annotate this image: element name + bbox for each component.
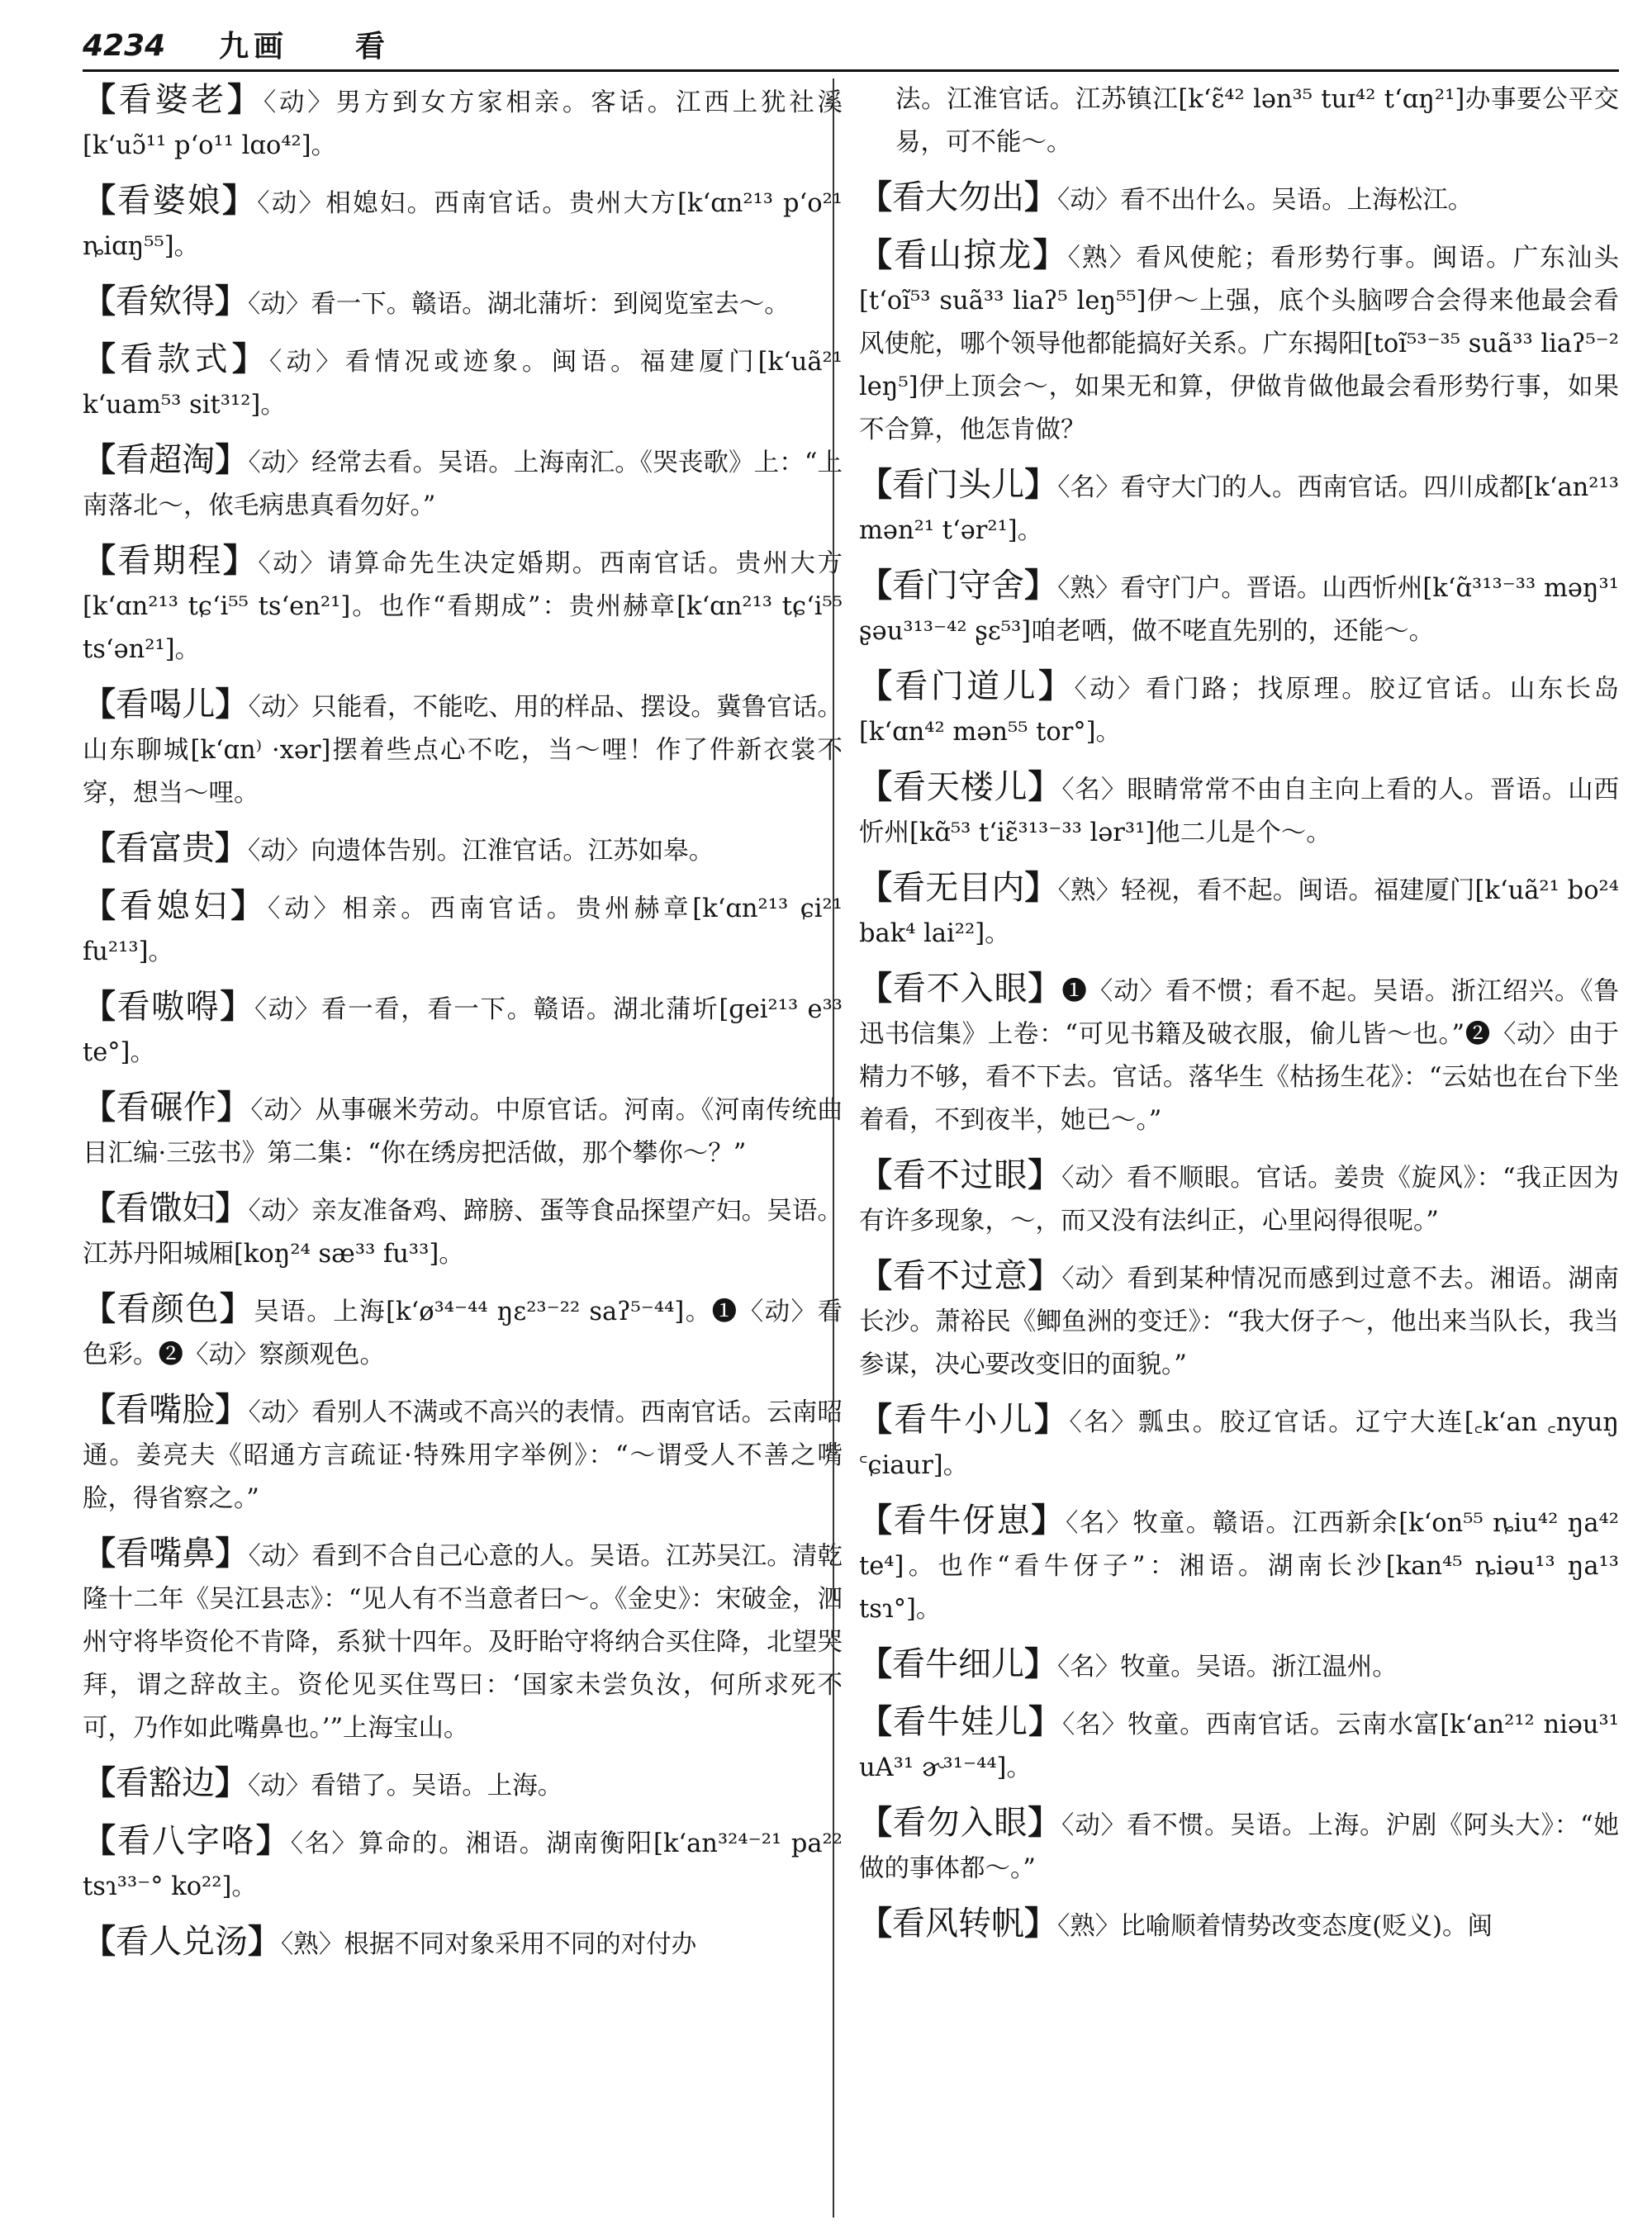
- headword-open-bracket: 【: [859, 566, 893, 605]
- headword-close-bracket: 】: [1034, 1400, 1070, 1439]
- headword-text: 看婆老: [118, 81, 228, 119]
- headword-close-bracket: 】: [215, 1534, 249, 1573]
- headword-open-bracket: 【: [83, 1922, 116, 1961]
- entry-headword: [859, 1804, 1061, 1842]
- dictionary-entry: [859, 766, 1619, 855]
- headword-text: 看喝儿: [116, 686, 216, 724]
- entry-definition: 〈动〉看一看，看一下。赣语。湖北蒲圻[ɡei²¹³ e³³ te°]。: [83, 995, 843, 1067]
- headword-text: 看牛娃儿: [893, 1703, 1028, 1741]
- headword-close-bracket: 】: [215, 685, 249, 724]
- entry-definition: ❶〈动〉看不惯；看不起。吴语。浙江绍兴。《鲁迅书信集》上卷：“可见书籍及破衣服，偷儿皆～也。”❷〈动〉由于精力不够，看不下去。官话。落华生《枯扬生花》：“云姑也在台下坐着看，不到夜半，她已～。”: [859, 977, 1619, 1135]
- entry-headword: [83, 441, 249, 479]
- headword-close-bracket: 】: [222, 181, 258, 220]
- headword-close-bracket: 】: [1028, 1155, 1062, 1194]
- dictionary-entry: [859, 1801, 1619, 1891]
- headword-close-bracket: 】: [1031, 1501, 1066, 1540]
- dictionary-entry: [859, 1154, 1619, 1243]
- headword-close-bracket: 】: [220, 987, 254, 1026]
- headword-text: 看豁边: [116, 1764, 215, 1802]
- header-rule: [83, 69, 1619, 72]
- dictionary-entry: [83, 985, 843, 1075]
- headword-open-bracket: 【: [859, 1501, 894, 1540]
- right-column: [859, 78, 1619, 2226]
- headword-text: 看嘴脸: [116, 1391, 216, 1429]
- headword-text: 看天楼儿: [892, 768, 1028, 806]
- headword-text: 看期程: [117, 542, 223, 580]
- headword-text: 看款式: [120, 340, 232, 378]
- headword-text: 看馓妇: [116, 1189, 216, 1227]
- dictionary-entry: [83, 885, 843, 974]
- headword-text: 看嗷嘚: [116, 988, 221, 1026]
- dictionary-entry: [83, 683, 843, 815]
- headword-text: 看不入眼: [892, 970, 1028, 1008]
- entry-headword: [83, 542, 258, 580]
- entry-headword: [83, 887, 268, 925]
- headword-close-bracket: 】: [1028, 767, 1062, 806]
- entry-definition: 〈名〉算命的。湘语。湖南衡阳[k‘an³²⁴⁻²¹ pa²² tsɿ³³⁻° ko²²]。: [83, 1829, 843, 1901]
- headword-close-bracket: 】: [1024, 178, 1057, 216]
- headword-open-bracket: 【: [83, 1821, 117, 1860]
- entry-definition: 吴语。上海[k‘ø³⁴⁻⁴⁴ ŋɛ²³⁻²² saʔ⁵⁻⁴⁴]。❶〈动〉看色彩。❷〈动〉察颜观色。: [83, 1298, 843, 1369]
- headword-close-bracket: 】: [1024, 1904, 1057, 1943]
- dictionary-entry: [83, 539, 843, 671]
- headword-text: 看牛小儿: [894, 1401, 1035, 1439]
- headword-open-bracket: 【: [859, 1904, 892, 1943]
- headword-open-bracket: 【: [83, 1289, 117, 1328]
- headword-open-bracket: 【: [859, 1400, 895, 1439]
- page-header: [83, 21, 1619, 71]
- dictionary-entry: [83, 1187, 843, 1276]
- entry-headword: [83, 1535, 249, 1573]
- headword-close-bracket: 】: [1024, 465, 1058, 504]
- headword-open-bracket: 【: [83, 1189, 116, 1227]
- dictionary-entry: [83, 1086, 843, 1175]
- page-number: 4234: [83, 29, 166, 63]
- headword-open-bracket: 【: [859, 235, 895, 274]
- dictionary-entry: [83, 827, 843, 873]
- headword-open-bracket: 【: [859, 1702, 893, 1741]
- entry-headword: [859, 1645, 1057, 1683]
- entry-headword: [83, 829, 248, 867]
- entry-headword: [859, 1502, 1066, 1540]
- headword-close-bracket: 】: [1024, 868, 1058, 907]
- headword-close-bracket: 】: [1028, 969, 1062, 1008]
- headword-open-bracket: 【: [859, 868, 893, 907]
- dictionary-entry: [83, 280, 843, 326]
- headword-open-bracket: 【: [859, 1644, 892, 1683]
- entry-headword: [83, 1290, 254, 1328]
- entry-definition: 〈动〉看情况或迹象。闽语。福建厦门[k‘uã²¹ k‘uam⁵³ sit³¹²]。: [83, 348, 843, 420]
- headword-text: 看不过意: [892, 1257, 1028, 1295]
- entry-definition: 〈动〉只能看，不能吃、用的样品、摆设。冀鲁官话。山东聊城[k‘ɑn⁾ ·xər]摆着些点心不吃，当～哩！作了件新衣裳不穿，想当～哩。: [83, 693, 843, 808]
- entry-definition: 〈熟〉根据不同对象采用不同的对付办: [281, 1930, 697, 1959]
- entry-definition: 〈动〉看一下。赣语。湖北蒲圻：到阅览室去～。: [248, 290, 790, 319]
- headword-text: 看人兑汤: [116, 1923, 248, 1961]
- headword-open-bracket: 【: [83, 1763, 116, 1802]
- entry-headword: [83, 340, 269, 378]
- entry-headword: [83, 1391, 249, 1429]
- entry-definition: 〈名〉瓢虫。胶辽官话。辽宁大连[꜀k‘an ꜀nyuŋ ꜂ɕiaur]。: [859, 1408, 1619, 1480]
- headword-close-bracket: 】: [216, 1088, 251, 1127]
- entry-headword: [83, 988, 254, 1026]
- dictionary-entry: [859, 1701, 1619, 1790]
- dictionary-entry: [859, 967, 1619, 1142]
- headword-open-bracket: 【: [83, 181, 118, 220]
- dictionary-entry: [83, 1532, 843, 1750]
- entry-headword: [859, 567, 1057, 605]
- headword-text: 看大勿出: [892, 178, 1024, 216]
- dictionary-entry: [83, 1388, 843, 1521]
- dictionary-entry: [859, 234, 1619, 452]
- headword-text: 看牛伢崽: [893, 1502, 1032, 1540]
- headword-open-bracket: 【: [859, 1155, 893, 1194]
- dictionary-entry: [859, 1902, 1619, 1948]
- entry-headword: [83, 1764, 248, 1802]
- headword-open-bracket: 【: [859, 1256, 893, 1295]
- dictionary-entry: [83, 1920, 843, 1967]
- headword-close-bracket: 】: [248, 1922, 281, 1961]
- dictionary-entry: [83, 1288, 843, 1377]
- entry-definition: 〈动〉看不顺眼。官话。姜贵《旋风》：“我正因为有许多现象，～，而又没有法纠正，心里闷得很呢。”: [859, 1164, 1619, 1236]
- dictionary-entry: [859, 1398, 1619, 1487]
- headword-open-bracket: 【: [83, 282, 116, 320]
- headword-text: 看婆娘: [117, 182, 223, 220]
- entry-headword: [83, 282, 248, 320]
- headword-text: 看山掠龙: [894, 236, 1033, 274]
- headword-close-bracket: 】: [215, 1390, 249, 1429]
- entry-headword: [83, 1189, 249, 1227]
- headword-open-bracket: 【: [83, 541, 118, 580]
- header-character: 看: [355, 29, 386, 64]
- dictionary-entry: [859, 176, 1619, 222]
- headword-close-bracket: 】: [215, 1189, 249, 1227]
- headword-text: 看门道儿: [895, 667, 1039, 705]
- headword-open-bracket: 【: [83, 685, 116, 724]
- headword-close-bracket: 】: [1028, 1803, 1062, 1842]
- dictionary-entry: [859, 78, 1619, 164]
- dictionary-entry: [859, 564, 1619, 653]
- entry-headword: [83, 1822, 291, 1860]
- entry-definition: 〈动〉看到不合自己心意的人。吴语。江苏吴江。清乾隆十二年《吴江县志》：“见人有不当意者曰～。《金史》：宋破金，泗州守将毕资伦不肯降，系狱十四年。及盱眙守将纳合买住降，北望哭拜，谓之辞故主。资伦见买住骂曰：‘国家未尝负汝，何所求死不可，乃作如此嘴鼻也。’”上海宝山。: [83, 1542, 843, 1743]
- entry-headword: [83, 686, 249, 724]
- headword-close-bracket: 】: [1032, 235, 1068, 274]
- headword-close-bracket: 】: [231, 339, 270, 378]
- headword-close-bracket: 】: [215, 1763, 248, 1802]
- headword-text: 看门头儿: [892, 466, 1025, 504]
- headword-text: 看颜色: [116, 1290, 220, 1328]
- column-divider: [833, 78, 834, 2218]
- headword-text: 看风转帆: [892, 1905, 1024, 1943]
- entry-headword: [859, 1401, 1069, 1439]
- entry-definition: 〈熟〉看风使舵；看形势行事。闽语。广东汕头[t‘oĩ⁵³ suã³³ liaʔ⁵ leŋ⁵⁵]伊～上强，底个头脑啰合会得来他最会看风使舵，哪个领导他都能搞好关系。广东揭阳[toĩ⁵³⁻³⁵ suã³³ liaʔ⁵⁻² leŋ⁵]伊上顶会～，如果无和算，伊做肯做他最会看形势行事，如果不合算，他怎肯做？: [859, 244, 1619, 444]
- headword-open-bracket: 【: [83, 440, 116, 479]
- dictionary-entry: [859, 1643, 1619, 1689]
- entry-headword: [859, 178, 1057, 216]
- headword-close-bracket: 】: [215, 440, 249, 479]
- headword-close-bracket: 】: [1028, 1702, 1062, 1741]
- dictionary-entry: [83, 338, 843, 427]
- entry-headword: [859, 236, 1068, 274]
- headword-text: 看碾作: [116, 1089, 217, 1127]
- dictionary-entry: [83, 1762, 843, 1808]
- entry-definition: 〈熟〉比喻顺着情势改变态度(贬义)。闽: [1057, 1912, 1493, 1941]
- entry-headword: [859, 970, 1061, 1008]
- dictionary-entry: [859, 463, 1619, 553]
- headword-close-bracket: 】: [1024, 1644, 1057, 1683]
- entry-definition: 〈动〉经常去看。吴语。上海南汇。《哭丧歌》上：“上南落北～，侬毛病患真看勿好。”: [83, 448, 843, 520]
- entry-headword: [859, 1257, 1061, 1295]
- headword-text: 看富贵: [116, 829, 215, 867]
- headword-open-bracket: 【: [859, 969, 893, 1008]
- entry-definition: 〈名〉牧童。西南官话。云南水富[k‘an²¹² niəu³¹ uA³¹ ɚ³¹⁻⁴⁴]。: [859, 1710, 1619, 1782]
- entry-definition: 〈动〉相媳妇。西南官话。贵州大方[k‘ɑn²¹³ p‘o²¹ ȵiɑŋ⁵⁵]。: [83, 189, 843, 261]
- left-column: [83, 78, 843, 2226]
- headword-close-bracket: 】: [1028, 1256, 1062, 1295]
- entry-headword: [83, 81, 263, 119]
- headword-open-bracket: 【: [859, 465, 893, 504]
- entry-headword: [859, 1156, 1061, 1194]
- headword-close-bracket: 】: [222, 541, 259, 580]
- dictionary-entry: [83, 78, 843, 168]
- entry-definition: 〈动〉从事碾米劳动。中原官话。河南。《河南传统曲目汇编·三弦书》第二集：“你在绣房把活做，那个攀你～？”: [83, 1096, 843, 1168]
- headword-text: 看嘴鼻: [116, 1535, 216, 1573]
- entry-definition: 法。江淮官话。江苏镇江[k‘ɛ̃⁴² lən³⁵ tuɪ⁴² t‘ɑŋ²¹]办事要公平交易，可不能～。: [895, 85, 1619, 157]
- entry-definition: 〈熟〉看守门户。晋语。山西忻州[k‘ɑ̃³¹³⁻³³ məŋ³¹ ʂəu³¹³⁻⁴² ʂɛ⁵³]咱老哂，做不咾直先别的，还能～。: [859, 574, 1619, 646]
- entry-definition: 〈动〉看不出什么。吴语。上海松江。: [1057, 186, 1474, 215]
- entry-definition: 〈名〉看守大门的人。西南官话。四川成都[k‘an²¹³ mən²¹ t‘ər²¹]。: [859, 473, 1619, 545]
- headword-open-bracket: 【: [859, 667, 895, 705]
- headword-close-bracket: 】: [215, 282, 248, 320]
- entry-headword: [859, 1905, 1057, 1943]
- headword-text: 看超淘: [116, 441, 216, 479]
- entry-definition: 〈动〉向遗体告别。江淮官话。江苏如皋。: [248, 837, 714, 866]
- headword-open-bracket: 【: [83, 1088, 116, 1127]
- headword-text: 看不过眼: [892, 1156, 1028, 1194]
- headword-open-bracket: 【: [83, 886, 120, 925]
- headword-open-bracket: 【: [859, 178, 892, 216]
- headword-text: 看勿入眼: [892, 1804, 1028, 1842]
- headword-open-bracket: 【: [83, 1534, 116, 1573]
- entry-definition: 〈动〉看到某种情况而感到过意不去。湘语。湖南长沙。萧裕民《鲫鱼洲的变迁》：“我大伢子～，他出来当队长，我当参谋，决心要改变旧的面貌。”: [859, 1264, 1619, 1379]
- entry-definition: 〈动〉看错了。吴语。上海。: [248, 1772, 563, 1801]
- entry-definition: 〈动〉看不惯。吴语。上海。沪剧《阿头大》：“她做的事体都～。”: [859, 1811, 1619, 1883]
- headword-open-bracket: 【: [83, 339, 121, 378]
- entry-definition: 〈动〉看门路；找原理。胶辽官话。山东长岛[k‘ɑn⁴² mən⁵⁵ tor°]。: [859, 675, 1619, 747]
- headword-close-bracket: 】: [1024, 566, 1058, 605]
- entry-definition: 〈动〉男方到女方家相亲。客话。江西上犹社溪[k‘uɔ̃¹¹ p‘o¹¹ lɑo⁴²]。: [83, 88, 843, 160]
- headword-text: 看媳妇: [119, 887, 231, 925]
- section-title: 九画: [219, 29, 289, 64]
- dictionary-entry: [859, 866, 1619, 956]
- headword-close-bracket: 】: [219, 1289, 254, 1328]
- entry-headword: [83, 182, 257, 220]
- headword-close-bracket: 】: [230, 886, 268, 925]
- entry-definition: 〈动〉请算命先生决定婚期。西南官话。贵州大方[k‘ɑn²¹³ tɕ‘i⁵⁵ ts‘en²¹]。也作“看期成”：贵州赫章[k‘ɑn²¹³ tɕ‘i⁵⁵ ts‘ən²¹]。: [83, 549, 843, 664]
- dictionary-entry: [859, 665, 1619, 754]
- headword-open-bracket: 【: [859, 1803, 893, 1842]
- entry-headword: [83, 1089, 250, 1127]
- dictionary-entry: [83, 439, 843, 528]
- headword-open-bracket: 【: [859, 767, 893, 806]
- headword-open-bracket: 【: [83, 80, 119, 119]
- headword-text: 看门守舍: [892, 567, 1025, 605]
- headword-close-bracket: 】: [1038, 667, 1075, 705]
- dictionary-entry: [859, 1499, 1619, 1631]
- headword-text: 看牛细儿: [892, 1645, 1024, 1683]
- entry-definition: 〈名〉牧童。赣语。江西新余[k‘on⁵⁵ ȵiu⁴² ŋa⁴² te⁴]。也作“看牛伢子”：湘语。湖南长沙[kan⁴⁵ ȵiəu¹³ ŋa¹³ tsɿ°]。: [859, 1509, 1619, 1624]
- entry-definition: 〈动〉亲友准备鸡、蹄膀、蛋等食品探望产妇。吴语。江苏丹阳城厢[koŋ²⁴ sæ³³ fu³³]。: [83, 1197, 843, 1269]
- headword-close-bracket: 】: [215, 828, 248, 867]
- headword-text: 看无目内: [892, 869, 1025, 907]
- entry-headword: [859, 466, 1057, 504]
- entry-definition: 〈熟〉轻视，看不起。闽语。福建厦门[k‘uã²¹ bo²⁴ bak⁴ lai²²]。: [859, 876, 1619, 948]
- entry-headword: [859, 667, 1074, 705]
- entry-headword: [859, 768, 1061, 806]
- dictionary-entry: [859, 1255, 1619, 1387]
- entry-definition: 〈名〉眼睛常常不由自主向上看的人。晋语。山西忻州[kɑ̃⁵³ t‘iɛ̃³¹³⁻³³ lər³¹]他二儿是个～。: [859, 776, 1619, 847]
- entry-definition: 〈名〉牧童。吴语。浙江温州。: [1057, 1653, 1398, 1682]
- dictionary-entry: [83, 179, 843, 268]
- headword-close-bracket: 】: [255, 1821, 291, 1860]
- headword-open-bracket: 【: [83, 987, 117, 1026]
- headword-open-bracket: 【: [83, 828, 116, 867]
- entry-headword: [83, 1923, 281, 1961]
- entry-headword: [859, 869, 1058, 907]
- headword-text: 看欸得: [116, 282, 215, 320]
- headword-close-bracket: 】: [227, 80, 263, 119]
- dictionary-entry: [83, 1820, 843, 1909]
- entry-definition: 〈动〉看别人不满或不高兴的表情。西南官话。云南昭通。姜亮夫《昭通方言疏证·特殊用字举例》：“～谓受人不善之嘴脸，得省察之。”: [83, 1398, 843, 1513]
- entry-headword: [859, 1703, 1062, 1741]
- headword-open-bracket: 【: [83, 1390, 116, 1429]
- entry-definition: 〈动〉相亲。西南官话。贵州赫章[k‘ɑn²¹³ ɕi²¹ fu²¹³]。: [83, 894, 843, 966]
- headword-text: 看八字咯: [116, 1822, 256, 1860]
